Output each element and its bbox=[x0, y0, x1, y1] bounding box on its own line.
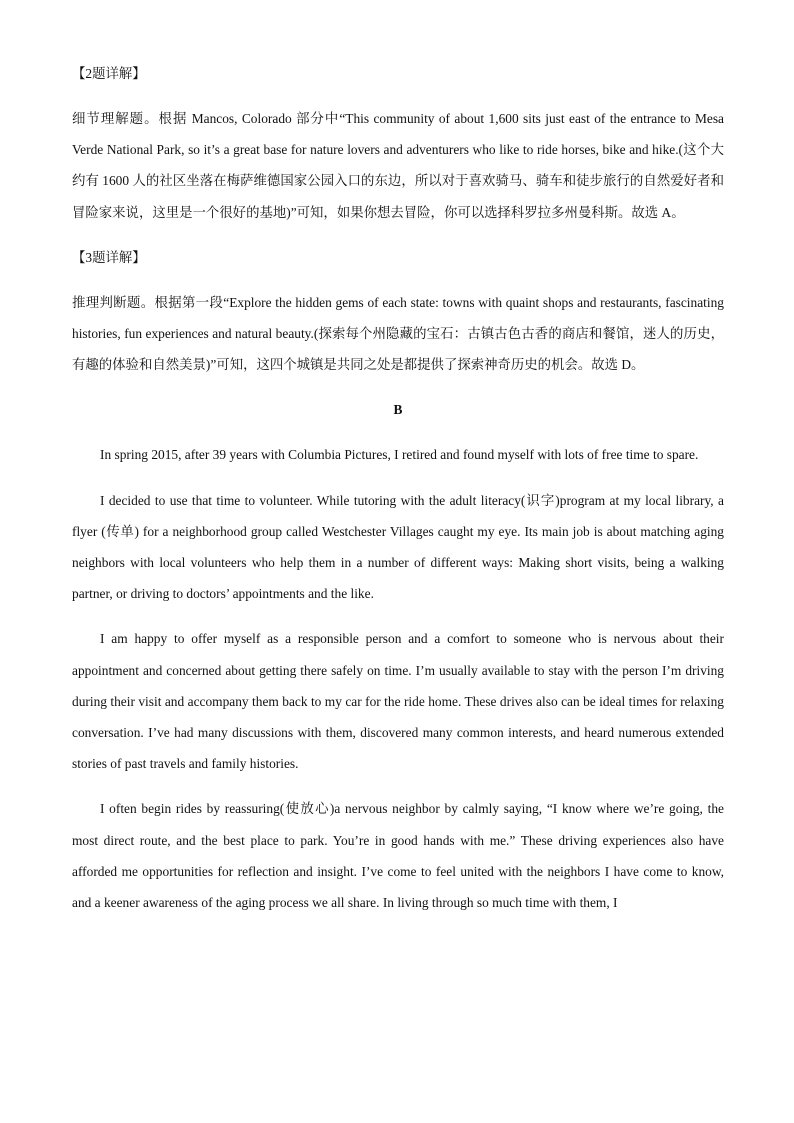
q3-explanation: 推理判断题。根据第一段“Explore the hidden gems of each state: towns with quaint shops and restaurants, fascinating histories, fun experiences and natural beauty.(探索每个州隐藏的宝石：古镇古色古香的商店和餐馆，迷人的历史，有趣的体验和自然美景)”可知，这四个城镇是共同之处是都提供了探索神奇历史的机会。故选 D。 bbox=[72, 294, 724, 373]
passage-paragraph-1: In spring 2015, after 39 years with Columbia Pictures, I retired and found myself with lots of free time to spare. bbox=[100, 447, 699, 463]
q3-heading: 【3题详解】 bbox=[72, 249, 146, 265]
section-b-title: B bbox=[393, 402, 403, 418]
q2-heading: 【2题详解】 bbox=[72, 66, 146, 81]
passage-paragraph-4: I often begin rides by reassuring(使放心)a nervous neighbor by calmly saying, “I know where we’re going, the most direct route, and the best place to park. You’re in good hands with me.” These driving experiences also have afforded me opportunities for reflection and insight. I’ve come to feel united with the neighbors I have come to know, and a keener awareness of the aging process we all share. In living through so much time with them, I bbox=[72, 801, 724, 911]
passage-paragraph-2: I decided to use that time to volunteer. While tutoring with the adult literacy(识字)program at my local library, a flyer (传单) for a neighborhood group called Westchester Villages caught my eye. Its main job is about matching aging neighbors with local volunteers who help them in a number of different ways: Making short visits, being a walking partner, or driving to doctors’ appointments and the like. bbox=[72, 492, 724, 602]
document-page bbox=[72, 58, 724, 918]
passage-paragraph-3: I am happy to offer myself as a responsible person and a comfort to someone who is nervous about their appointment and concerned about getting there safely on time. I’m usually available to stay with the person I’m driving during their visit and accompany them back to my car for the ride home. These drives also can be ideal times for relaxing conversation. I’ve had many discussions with them, discovered many common interests, and heard numerous extended stories of past travels and family histories. bbox=[72, 631, 724, 772]
q2-explanation: 细节理解题。根据 Mancos, Colorado 部分中“This community of about 1,600 sits just east of the entrance to Mesa Verde National Park, so it’s a great base for nature lovers and adventurers who like to ride horses, bike and hike.(这个大约有 1600 人的社区坐落在梅萨维德国家公园入口的东边，所以对于喜欢骑马、骑车和徒步旅行的自然爱好者和冒险家来说，这里是一个很好的基地)”可知，如果你想去冒险，你可以选择科罗拉多州曼科斯。故选 A。 bbox=[72, 111, 724, 220]
